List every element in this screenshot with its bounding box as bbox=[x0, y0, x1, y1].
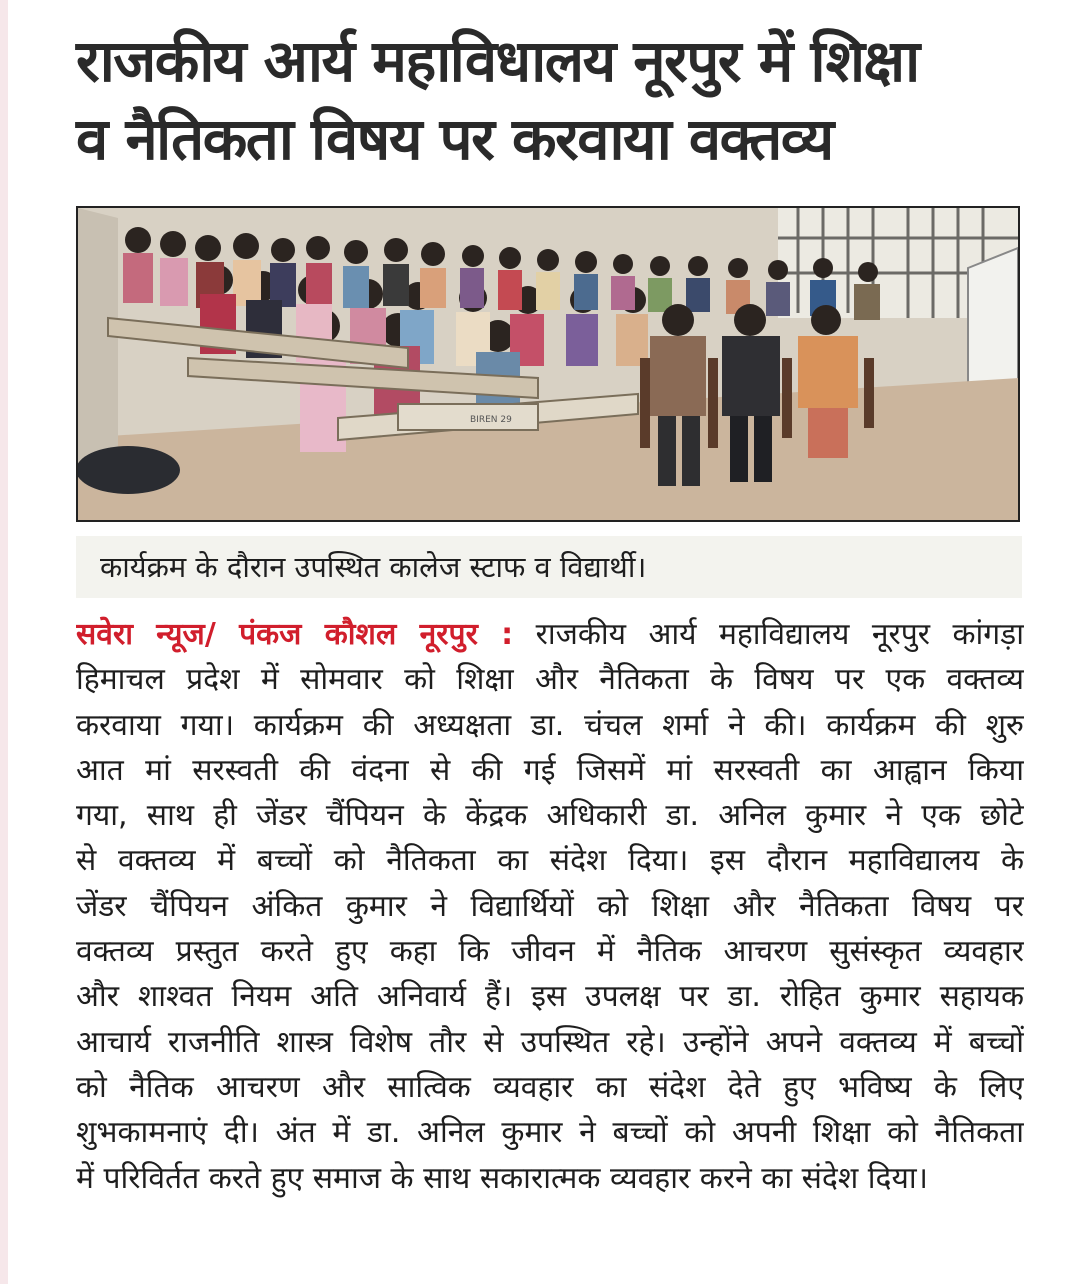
article-line-1 bbox=[76, 612, 1024, 657]
desk-label: BIREN 29 bbox=[470, 415, 512, 425]
article-body bbox=[76, 612, 1024, 1201]
article-line: जेंडर चैंपियन अंकित कुमार ने विद्यार्थियों को शिक्षा और नैतिकता विषय पर bbox=[76, 888, 1024, 924]
article-line: आत मां सरस्वती की वंदना से की गई जिसमें मां सरस्वती का आह्वान किया bbox=[76, 752, 1024, 788]
article-line: को नैतिक आचरण और सात्विक व्यवहार का संदेश देते हुए भविष्य के लिए bbox=[76, 1069, 1024, 1105]
article-line-1-text: राजकीय आर्य महाविद्यालय नूरपुर कांगड़ा bbox=[535, 617, 1024, 652]
byline: सवेरा न्यूज/ पंकज कौशल नूरपुर : bbox=[76, 617, 514, 652]
article-line: शुभकामनाएं दी। अंत में डा. अनिल कुमार ने बच्चों को अपनी शिक्षा को नैतिकता bbox=[76, 1115, 1024, 1151]
classroom-photo-illustration bbox=[78, 208, 1018, 520]
news-photo bbox=[76, 206, 1020, 522]
article-line: से वक्तव्य में बच्चों को नैतिकता का संदेश दिया। इस दौरान महाविद्यालय के bbox=[76, 843, 1024, 879]
article-line: हिमाचल प्रदेश में सोमवार को शिक्षा और नैतिकता के विषय पर एक वक्तव्य bbox=[76, 662, 1024, 698]
headline bbox=[76, 22, 1036, 178]
article-line: वक्तव्य प्रस्तुत करते हुए कहा कि जीवन में नैतिक आचरण सुसंस्कृत व्यवहार bbox=[76, 934, 1024, 970]
article-line: करवाया गया। कार्यक्रम की अध्यक्षता डा. चंचल शर्मा ने की। कार्यक्रम की शुरु bbox=[76, 707, 1024, 743]
page-edge-strip bbox=[0, 0, 8, 1284]
article-line: में परिविर्तत करते हुए समाज के साथ सकारात्मक व्यवहार करने का संदेश दिया। bbox=[76, 1160, 929, 1196]
article-line: और शाश्वत नियम अति अनिवार्य हैं। इस उपलक्ष पर डा. रोहित कुमार सहायक bbox=[76, 979, 1024, 1015]
article-line: गया, साथ ही जेंडर चैंपियन के केंद्रक अधिकारी डा. अनिल कुमार ने एक छोटे bbox=[76, 798, 1024, 834]
headline-line-1: राजकीय आर्य महाविधालय नूरपुर में शिक्षा bbox=[76, 27, 919, 95]
photo-caption: कार्यक्रम के दौरान उपस्थित कालेज स्टाफ व विद्यार्थी। bbox=[76, 536, 1022, 598]
headline-line-2: व नैतिकता विषय पर करवाया वक्तव्य bbox=[76, 105, 833, 173]
article-line: आचार्य राजनीति शास्त्र विशेष तौर से उपस्थित रहे। उन्होंने अपने वक्तव्य में बच्चों bbox=[76, 1024, 1024, 1060]
